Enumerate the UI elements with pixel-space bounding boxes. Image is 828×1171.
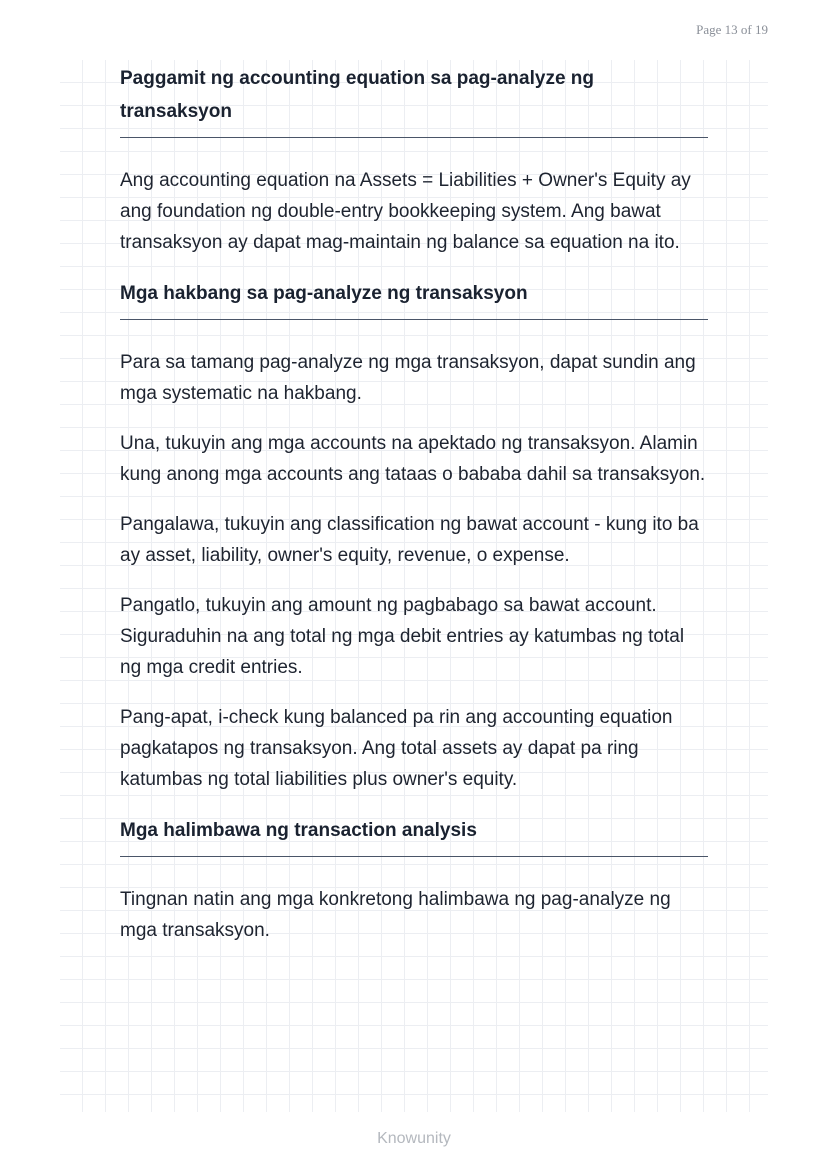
- paragraph: Ang accounting equation na Assets = Liabilities + Owner's Equity ay ang foundation ng double-entry bookkeeping system. Ang bawat transaksyon ay dapat mag-maintain ng balance sa equation na ito.: [120, 170, 691, 253]
- page-number: Page 13 of 19: [696, 22, 768, 37]
- paragraph: Pangatlo, tukuyin ang amount ng pagbabago sa bawat account. Siguraduhin na ang total ng mga debit entries ay katumbas ng total ng mga credit entries.: [120, 595, 685, 678]
- paragraph: Una, tukuyin ang mga accounts na apektado ng transaksyon. Alamin kung anong mga accounts ang tataas o bababa dahil sa transaksyon.: [120, 433, 706, 485]
- section-accounting-equation: [120, 62, 708, 258]
- section-heading: Mga hakbang sa pag-analyze ng transaksyon: [120, 283, 528, 304]
- section-examples: [120, 814, 708, 946]
- document-content: [120, 60, 708, 965]
- heading-divider: [120, 319, 708, 320]
- footer-brand: Knowunity: [377, 1130, 451, 1147]
- paragraph: Para sa tamang pag-analyze ng mga transaksyon, dapat sundin ang mga systematic na hakbang.: [120, 352, 696, 404]
- paragraph: Pangalawa, tukuyin ang classification ng bawat account - kung ito ba ay asset, liability, owner's equity, revenue, o expense.: [120, 514, 699, 566]
- heading-divider: [120, 137, 708, 138]
- heading-divider: [120, 856, 708, 857]
- paragraph: Pang-apat, i-check kung balanced pa rin ang accounting equation pagkatapos ng transaksyon. Ang total assets ay dapat pa ring katumbas ng total liabilities plus owner's equity.: [120, 707, 673, 790]
- section-heading: Paggamit ng accounting equation sa pag-analyze ng transaksyon: [120, 68, 595, 122]
- section-heading: Mga halimbawa ng transaction analysis: [120, 820, 477, 841]
- paragraph: Tingnan natin ang mga konkretong halimbawa ng pag-analyze ng mga transaksyon.: [120, 889, 671, 941]
- section-steps: [120, 277, 708, 795]
